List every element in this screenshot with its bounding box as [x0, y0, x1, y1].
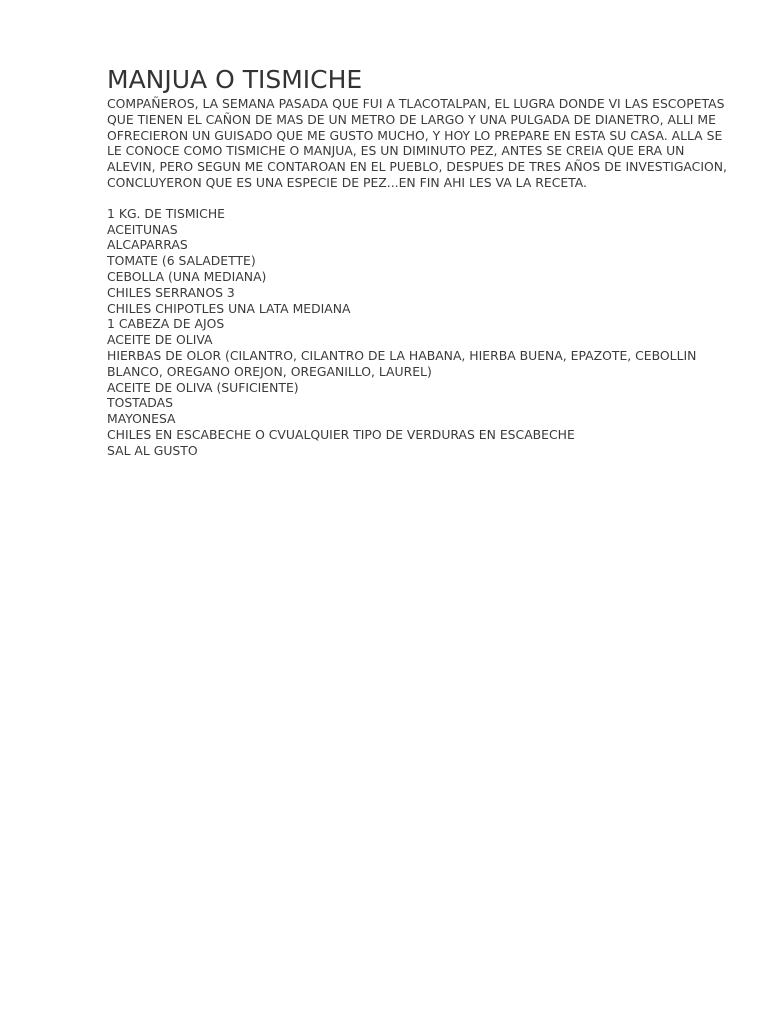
ingredient-item: ALCAPARRAS: [107, 237, 188, 253]
ingredient-item: 1 CABEZA DE AJOS: [107, 316, 225, 332]
ingredient-item: CHILES SERRANOS 3: [107, 284, 235, 300]
ingredient-list: [107, 206, 727, 459]
ingredient-item: CHILES EN ESCABECHE O CVUALQUIER TIPO DE VERDURAS EN ESCABECHE: [107, 426, 575, 442]
document-title: MANJUA O TISMICHE: [107, 65, 363, 94]
ingredient-item: ACEITUNAS: [107, 221, 178, 237]
ingredient-item: TOSTADAS: [107, 395, 173, 411]
ingredient-item: HIERBAS DE OLOR (CILANTRO, CILANTRO DE LA HABANA, HIERBA BUENA, EPAZOTE, CEBOLLIN BLANCO, OREGANO OREJON, OREGANILLO, LAUREL): [107, 347, 697, 379]
ingredient-item: ACEITE DE OLIVA: [107, 332, 213, 348]
ingredient-item: SAL AL GUSTO: [107, 442, 198, 458]
ingredient-item: MAYONESA: [107, 411, 176, 427]
ingredient-item: CHILES CHIPOTLES UNA LATA MEDIANA: [107, 300, 351, 316]
intro-paragraph: COMPAÑEROS, LA SEMANA PASADA QUE FUI A TLACOTALPAN, EL LUGRA DONDE VI LAS ESCOPETAS QUE TIENEN EL CAÑON DE MAS DE UN METRO DE LARGO Y UNA PULGADA DE DIANETRO, ALLI ME OFRECIERON UN GUISADO QUE ME GUSTO MUCHO, Y HOY LO PREPARE EN ESTA SU CASA. ALLA SE LE CONOCE COMO TISMICHE O MANJUA, ES UN DIMINUTO PEZ, ANTES SE CREIA QUE ERA UN ALEVIN, PERO SEGUN ME CONTAROAN EN EL PUEBLO, DESPUES DE TRES AÑOS DE INVESTIGACION, CONCLUYERON QUE ES UNA ESPECIE DE PEZ...EN FIN AHI LES VA LA RECETA.: [107, 96, 727, 190]
ingredient-item: CEBOLLA (UNA MEDIANA): [107, 268, 267, 284]
ingredient-item: TOMATE (6 SALADETTE): [107, 253, 256, 269]
ingredient-item: 1 KG. DE TISMICHE: [107, 205, 225, 221]
document-page: [107, 64, 727, 459]
ingredient-item: ACEITE DE OLIVA (SUFICIENTE): [107, 379, 299, 395]
